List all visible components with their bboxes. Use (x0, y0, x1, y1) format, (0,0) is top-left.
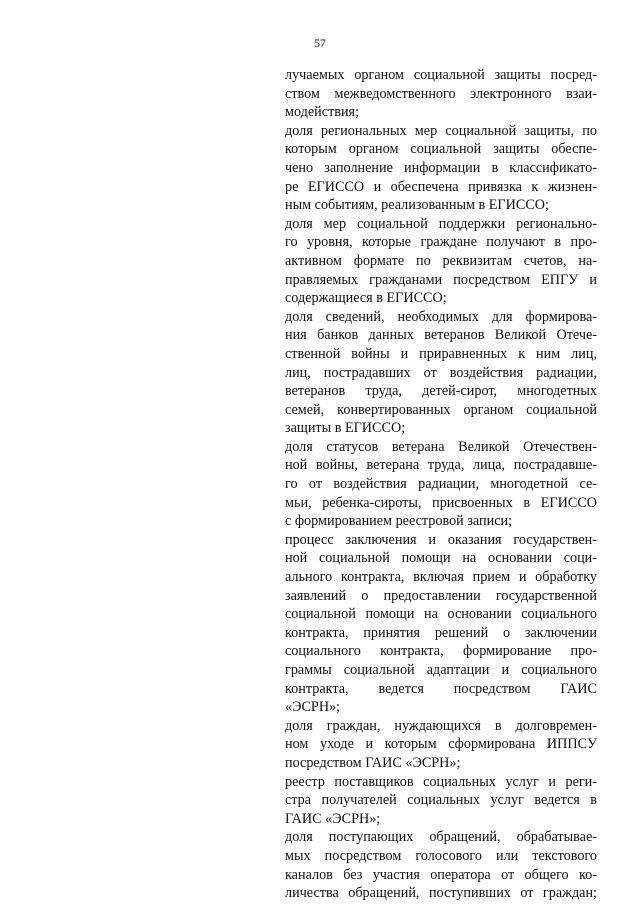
paragraph-p4 (285, 308, 597, 438)
paragraph-p1 (285, 66, 597, 122)
text-line: го уровня, которые граждане получают в про- (285, 234, 597, 251)
paragraph-p3 (285, 215, 597, 308)
text-line: заявлений о предоставлении государственной (285, 587, 597, 604)
page-number: 57 (314, 38, 326, 50)
text-line: ным событиям, реализованным в ЕГИССО; (285, 197, 549, 214)
text-line: мьи, ребенка-сироты, присвоенных в ЕГИССО (285, 494, 597, 511)
text-line: ном уходе и которым сформирована ИППСУ (285, 736, 597, 753)
text-line: «ЭСРН»; (285, 699, 341, 716)
text-line: ветеранов труда, детей-сирот, многодетных (285, 383, 597, 400)
text-line: контракта, ведется посредством ГАИС (285, 680, 597, 697)
paragraph-p2 (285, 122, 597, 215)
text-line: процесс заключения и оказания государствен- (285, 531, 597, 548)
text-line: лучаемых органом социальной защиты посред- (285, 67, 597, 83)
text-line: ре ЕГИССО и обеспечена привязка к жизнен- (285, 178, 597, 195)
text-line: доля сведений, необходимых для формирова- (285, 308, 597, 325)
text-line: ственной войны и приравненных к ним лиц, (285, 345, 597, 362)
paragraph-p7 (285, 717, 597, 773)
text-line: ния банков данных ветеранов Великой Отече- (285, 327, 597, 344)
text-line: семей, конвертированных органом социальной (285, 401, 597, 418)
text-line: ной войны, ветерана труда, лица, пострадавше- (285, 457, 597, 474)
text-line: с формированием реестровой записи; (285, 513, 513, 530)
text-line: доля региональных мер социальной защиты, по (285, 122, 597, 139)
text-line: социального контракта, формирование про- (285, 643, 597, 660)
text-line: лиц, пострадавших от воздействия радиации, (285, 364, 597, 381)
text-line: личества обращений, поступивших от граждан; (285, 885, 597, 902)
text-line: го от воздействия радиации, многодетной се- (285, 476, 597, 493)
text-line: ального контракта, включая прием и обработку (285, 569, 597, 586)
text-line: посредством ГАИС «ЭСРН»; (285, 754, 461, 771)
text-line: доля граждан, нуждающихся в долговремен- (285, 717, 597, 734)
text-line: реестр поставщиков социальных услуг и реги- (285, 773, 597, 790)
text-line: доля поступающих обращений, обрабатывае- (285, 829, 597, 846)
text-line: защиты в ЕГИССО; (285, 420, 406, 437)
text-line: ной социальной помощи на основании соци- (285, 550, 597, 567)
paragraph-p6 (285, 531, 597, 717)
paragraph-p8 (285, 773, 597, 829)
paragraph-p9 (285, 828, 597, 902)
text-line: стра получателей социальных услуг ведется в (285, 792, 597, 809)
text-line: которым органом социальной защиты обеспе- (285, 141, 597, 158)
document-body (285, 66, 597, 903)
text-line: содержащиеся в ЕГИССО; (285, 290, 447, 307)
paragraph-p5 (285, 438, 597, 531)
text-line: каналов без участия оператора от общего ко- (285, 866, 597, 883)
text-line: активном формате по реквизитам счетов, на- (285, 252, 597, 269)
text-line: чено заполнение информации в классификато- (285, 159, 597, 176)
text-line: мых посредством голосового или текстового (285, 847, 597, 864)
text-line: граммы социальной адаптации и социального (285, 662, 597, 678)
text-line: контракта, принятия решений о заключении (285, 624, 597, 641)
text-line: доля статусов ветерана Великой Отечествен- (285, 438, 597, 455)
text-line: ГАИС «ЭСРН»; (285, 810, 381, 827)
text-line: ством межведомственного электронного взаи- (285, 85, 597, 102)
text-line: социальной помощи на основании социального (285, 606, 597, 623)
text-line: модействия; (285, 104, 360, 121)
text-line: доля мер социальной поддержки регионально- (285, 215, 597, 232)
text-line: правляемых гражданами посредством ЕПГУ и (285, 271, 597, 288)
